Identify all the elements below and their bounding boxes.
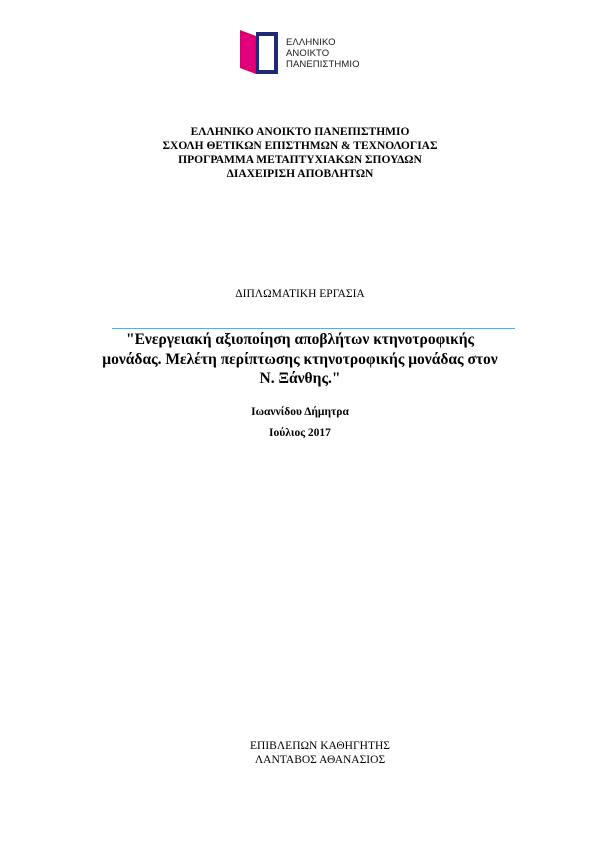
university-name: ΕΛΛΗΝΙΚΟ ΑΝΟΙΚΤΟ ΠΑΝΕΠΙΣΤΗΜΙΟ [190, 126, 410, 138]
specialization-name: ΔΙΑΧΕΙΡΙΣΗ ΑΠΟΒΛΗΤΩΝ [226, 168, 374, 180]
logo-line: ΕΛΛΗΝΙΚΟ [286, 37, 336, 48]
title-divider [112, 328, 515, 329]
program-name: ΠΡΟΓΡΑΜΜΑ ΜΕΤΑΠΤΥΧΙΑΚΩΝ ΣΠΟΥΔΩΝ [178, 154, 422, 166]
supervisor-role: ΕΠΙΒΛΕΠΩΝ ΚΑΘΗΓΗΤΗΣ [250, 740, 390, 752]
document-type: ΔΙΠΛΩΜΑΤΙΚΗ ΕΡΓΑΣΙΑ [235, 288, 365, 300]
title-line: "Ενεργειακή αξιοποίηση αποβλήτων κτηνοτροφικής [125, 331, 475, 348]
title-line: Ν. Ξάνθης." [259, 370, 341, 387]
logo-line: ΠΑΝΕΠΙΣΤΗΜΙΟ [286, 59, 360, 70]
supervisor-name: ΛΑΝΤΑΒΟΣ ΑΘΑΝΑΣΙΟΣ [254, 754, 386, 766]
school-name: ΣΧΟΛΗ ΘΕΤΙΚΩΝ ΕΠΙΣΤΗΜΩΝ & ΤΕΧΝΟΛΟΓΙΑΣ [162, 140, 438, 152]
title-line: μονάδας. Μελέτη περίπτωσης κτηνοτροφικής μονάδας στον [102, 350, 498, 368]
university-emblem-icon [238, 26, 284, 76]
logo-wordmark [286, 37, 360, 70]
submission-date: Ιούλιος 2017 [269, 427, 331, 439]
logo-line: ΑΝΟΙΚΤΟ [286, 48, 330, 59]
supervisor-block [200, 739, 440, 767]
university-logo [238, 26, 378, 78]
author-name: Ιωαννίδου Δήμητρα [251, 406, 349, 418]
institution-header [0, 125, 600, 181]
thesis-title [80, 330, 520, 389]
